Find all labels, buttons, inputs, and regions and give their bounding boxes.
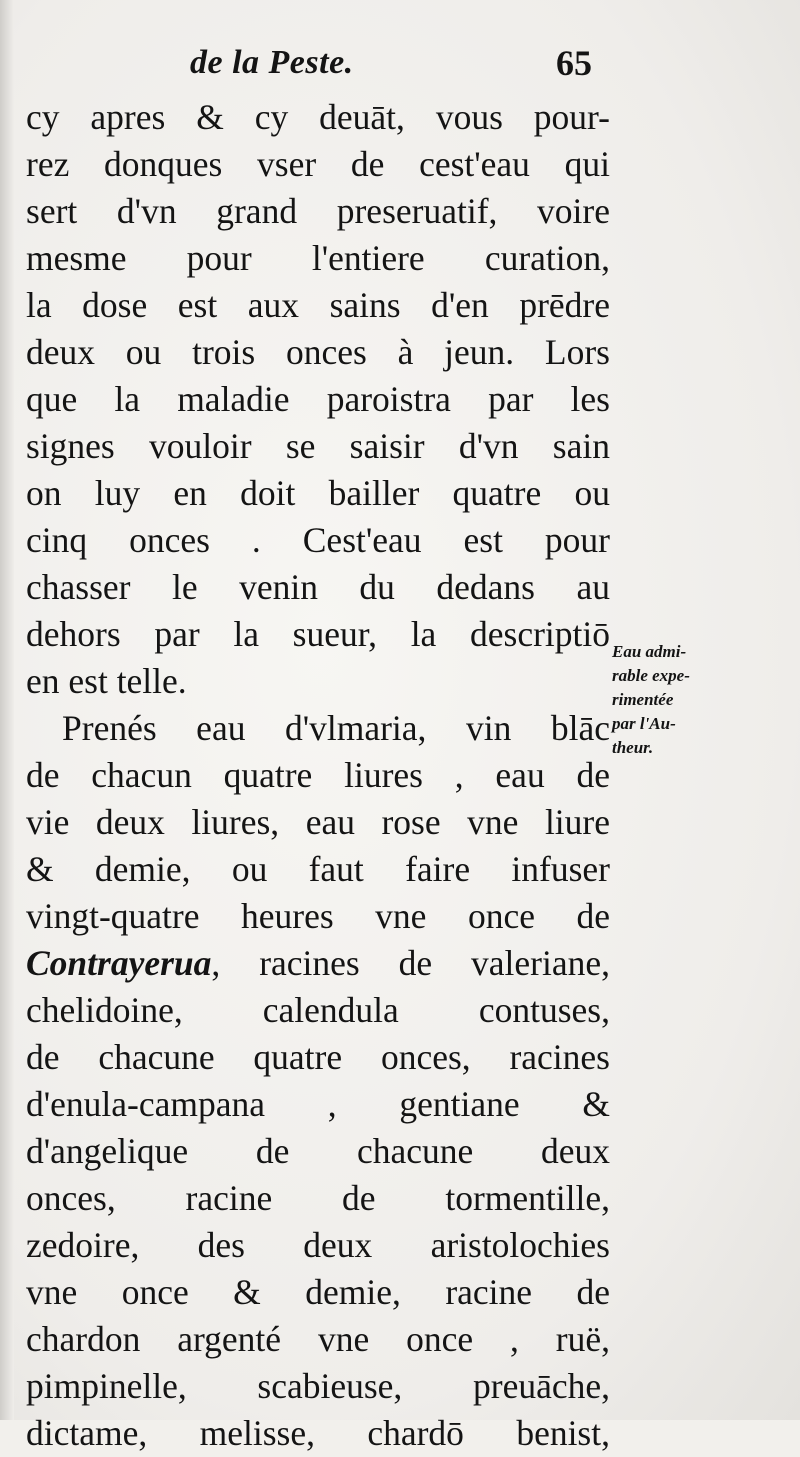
text-line: onces, racine de tormentille, [26,1178,610,1218]
text-line: zedoire, des deux aristolochies [26,1225,610,1265]
text-line: de chacune quatre onces, racines [26,1037,610,1077]
text-line: dehors par la sueur, la descriptiō [26,614,610,654]
text-line: d'angelique de chacune deux [26,1131,610,1171]
margin-note [612,640,762,760]
margin-note-line: par l'Au- [612,714,676,733]
text-line: chelidoine, calendula contuses, [26,990,610,1030]
running-head: de la Peste. [190,44,354,81]
text-line: vne once & demie, racine de [26,1272,610,1312]
text-line: la dose est aux sains d'en prēdre [26,285,610,325]
margin-note-line: rable expe- [612,666,690,685]
text-line: signes vouloir se saisir d'vn sain [26,426,610,466]
text-line: vie deux liures, eau rose vne liure [26,802,610,842]
margin-note-line: theur. [612,738,654,757]
text-line: cinq onces . Cest'eau est pour [26,520,610,560]
page-header [190,42,610,90]
text-line-italic-term: Contrayerua, racines de valeriane, [26,943,610,983]
text-line: dictame, melisse, chardō benist, [26,1413,610,1453]
text-line: en est telle. [26,661,187,701]
text-line: de chacun quatre liures , eau de [26,755,610,795]
text-line: & demie, ou faut faire infuser [26,849,610,889]
body-text [26,94,610,1457]
text-line: pimpinelle, scabieuse, preuāche, [26,1366,610,1406]
text-line: on luy en doit bailler quatre ou [26,473,610,513]
text-line: rez donques vser de cest'eau qui [26,144,610,184]
text-line: d'enula-campana , gentiane & [26,1084,610,1124]
text-line: chasser le venin du dedans au [26,567,610,607]
text-line: mesme pour l'entiere curation, [26,238,610,278]
margin-note-line: rimentée [612,690,674,709]
paragraph-start-line: Prenés eau d'vlmaria, vin blāc [62,708,610,748]
text-line: chardon argenté vne once , ruë, [26,1319,610,1359]
text-line: deux ou trois onces à jeun. Lors [26,332,610,372]
text-line: cy apres & cy deuāt, vous pour- [26,97,610,137]
page-gutter [0,0,14,1420]
text-line: sert d'vn grand preseruatif, voire [26,191,610,231]
text-line: vingt-quatre heures vne once de [26,896,610,936]
page-number: 65 [556,43,592,83]
text-line: que la maladie paroistra par les [26,379,610,419]
margin-note-line: Eau admi- [612,642,687,661]
